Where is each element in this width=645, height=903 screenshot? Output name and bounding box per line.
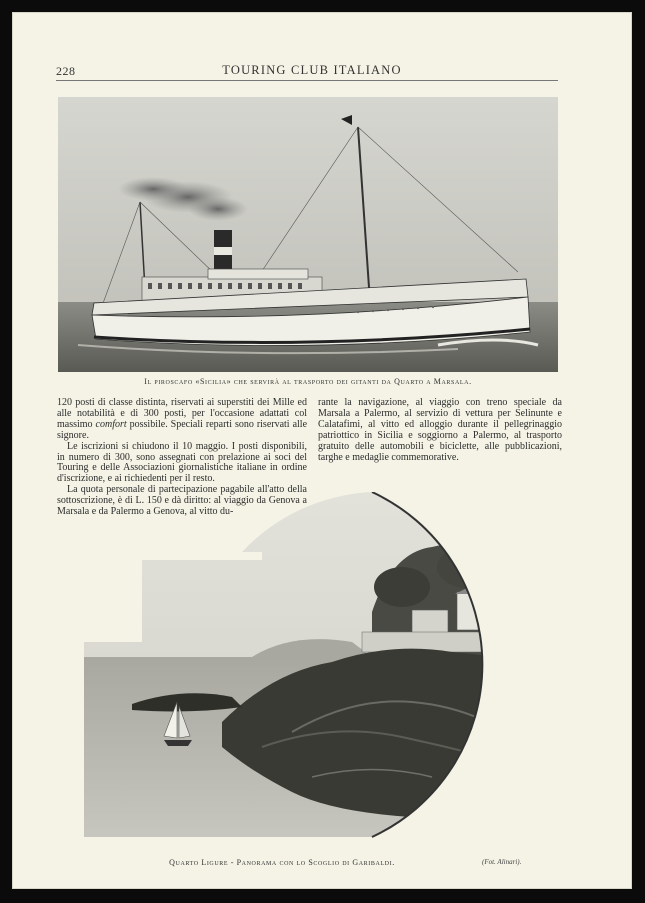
running-head: TOURING CLUB ITALIANO (222, 63, 402, 77)
photo-credit: (Fot. Alinari). (482, 858, 522, 866)
coast-photo (72, 492, 572, 847)
article-right-column (318, 398, 562, 463)
ship-photo-caption: Il piroscafo «Sicilia» che servirà al trasporto dei gitanti da Quarto a Marsala. (144, 377, 472, 386)
paragraph: 120 posti di classe distinta, riservati ai superstiti dei Mille ed alle notabilità e di 300 posti, per l'occasione adattati col massimo comfort possibile. Speciali reparti sono riservati alle signore. (57, 397, 308, 441)
header-rule (56, 80, 558, 81)
page-number: 228 (56, 64, 76, 78)
magazine-page (12, 12, 632, 889)
coast-photo-caption: Quarto Ligure - Panorama con lo Scoglio di Garibaldi. (169, 858, 395, 867)
paragraph: rante la navigazione, al viaggio con treno speciale da Marsala a Palermo, al servizio di vettura per Selinunte e Calatafimi, al vitto ed alloggio durante il pellegrinaggio patriottico in Sicilia e soggiorno a Palermo, al trasporto gratuito delle automobili e biciclette, alle pubblicazioni, targhe e medaglie commemorative. (318, 397, 562, 463)
paragraph: La quota personale di partecipazione pagabile all'atto della sottoscrizione, è di L. 150 e dà diritto: al viaggio da Genova a Marsala e da Palermo a Genova, al vitto du- (57, 484, 307, 518)
paragraph: Le iscrizioni si chiudono il 10 maggio. I posti disponibili, in numero di 300, sono assegnati con prelazione ai soci del Touring e delle Associazioni giornalistiche italiane in ordine d'iscrizione, e ai richiedenti per il resto. (57, 440, 307, 485)
coastline-illustration (72, 492, 572, 847)
steamship-illustration (58, 97, 558, 372)
ship-photo (58, 97, 558, 372)
